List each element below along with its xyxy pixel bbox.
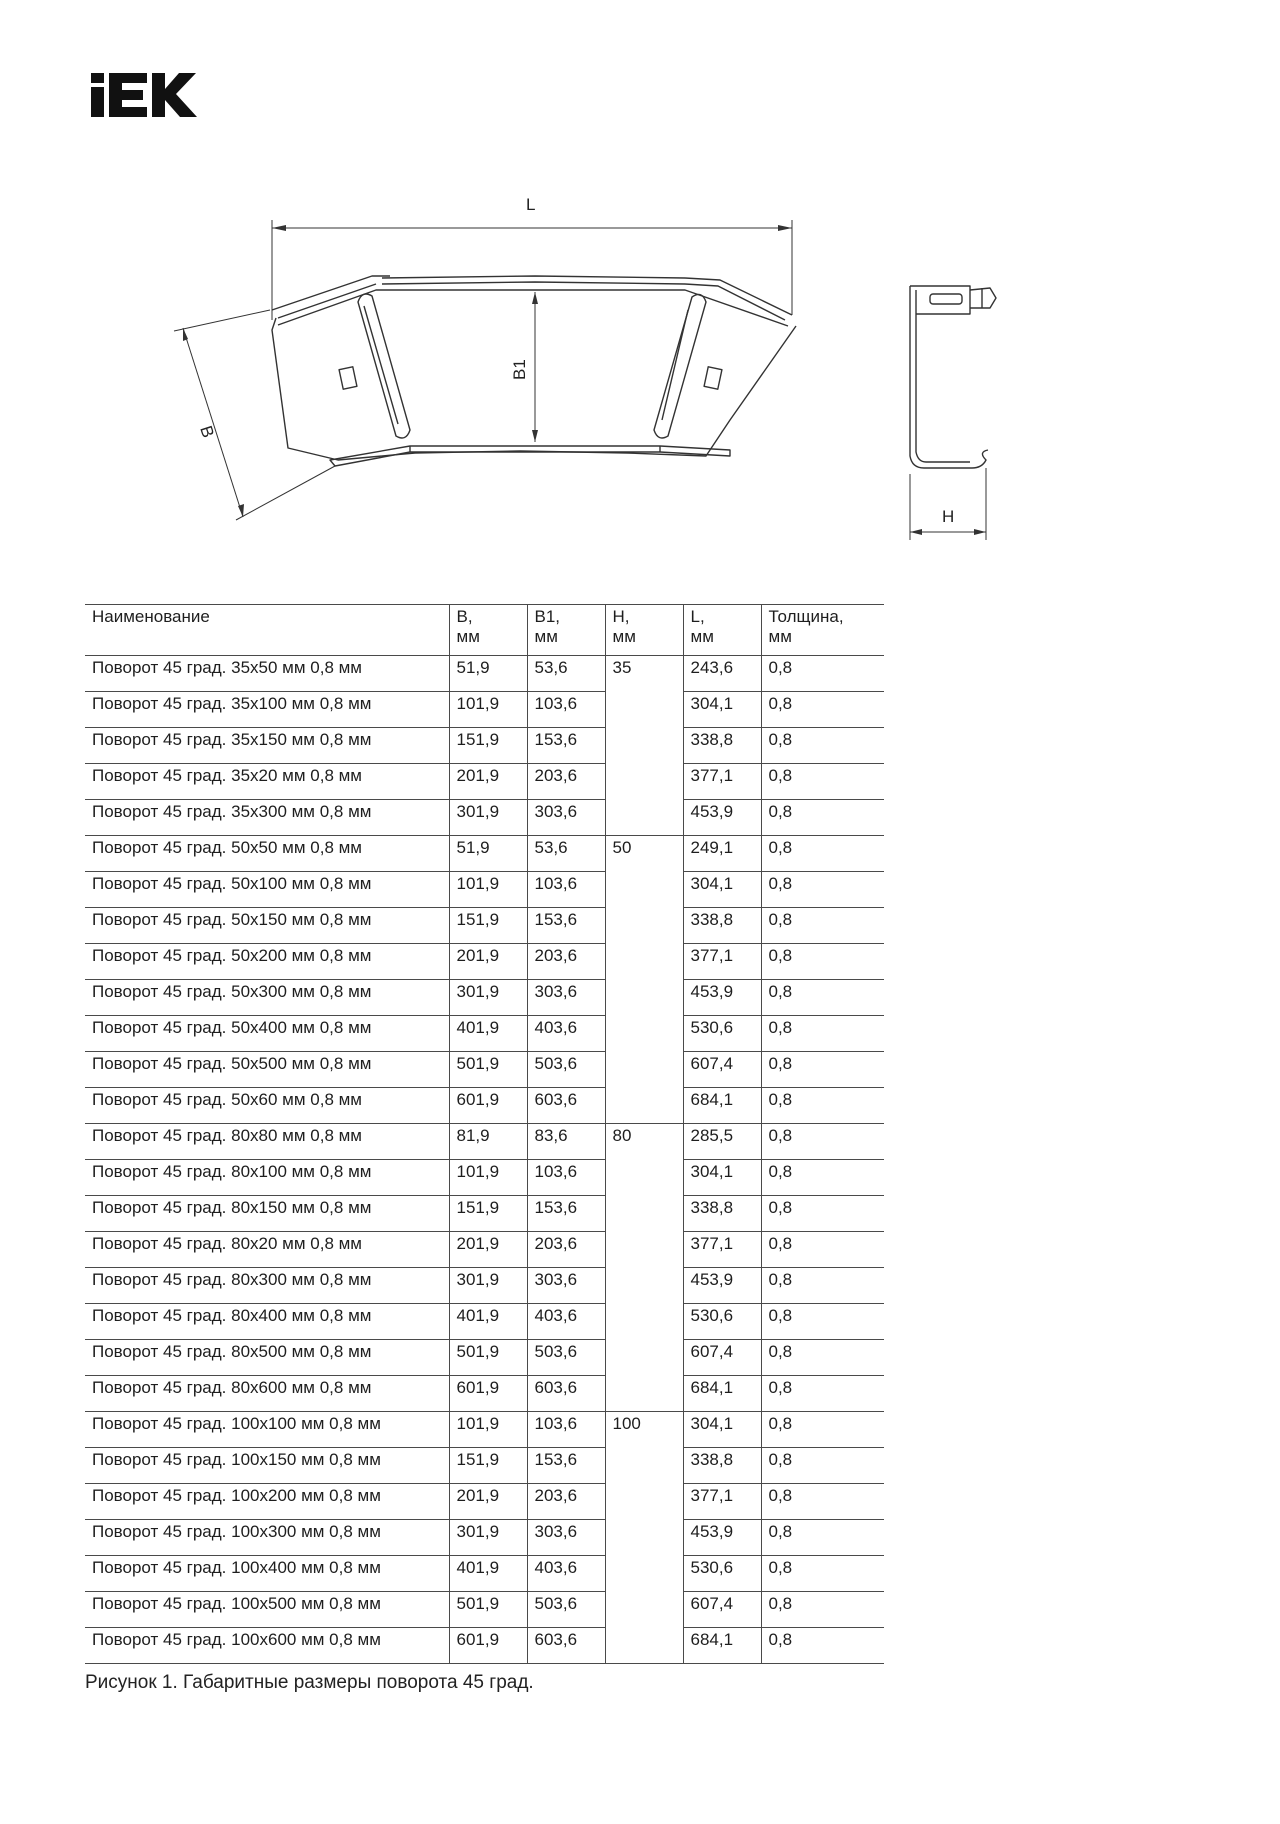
cell-l: 243,6 [683, 656, 761, 692]
cell-b1: 153,6 [527, 1196, 605, 1232]
cell-b1: 103,6 [527, 1412, 605, 1448]
cell-b: 51,9 [449, 656, 527, 692]
cell-l: 530,6 [683, 1304, 761, 1340]
cell-b1: 403,6 [527, 1016, 605, 1052]
cell-name: Поворот 45 град. 100x100 мм 0,8 мм [85, 1412, 449, 1448]
cell-l: 377,1 [683, 1484, 761, 1520]
dim-label-B1: B1 [510, 359, 529, 380]
cell-name: Поворот 45 град. 80x300 мм 0,8 мм [85, 1268, 449, 1304]
cell-name: Поворот 45 град. 100x500 мм 0,8 мм [85, 1592, 449, 1628]
iek-logo [91, 73, 197, 117]
cell-b: 101,9 [449, 1160, 527, 1196]
cell-l: 453,9 [683, 1520, 761, 1556]
header-b1: B1, мм [527, 605, 605, 656]
cell-name: Поворот 45 град. 35x20 мм 0,8 мм [85, 764, 449, 800]
cell-name: Поворот 45 град. 80x20 мм 0,8 мм [85, 1232, 449, 1268]
cell-b1: 83,6 [527, 1124, 605, 1160]
cell-b: 201,9 [449, 1484, 527, 1520]
table-row [85, 872, 884, 908]
cell-b: 401,9 [449, 1304, 527, 1340]
cell-l: 684,1 [683, 1628, 761, 1664]
table-row [85, 1052, 884, 1088]
cell-b1: 303,6 [527, 800, 605, 836]
table-row [85, 944, 884, 980]
cell-b: 201,9 [449, 764, 527, 800]
cell-l: 304,1 [683, 692, 761, 728]
cell-b1: 53,6 [527, 836, 605, 872]
cell-l: 453,9 [683, 980, 761, 1016]
cell-thickness: 0,8 [761, 980, 884, 1016]
cell-b1: 403,6 [527, 1556, 605, 1592]
cell-thickness: 0,8 [761, 728, 884, 764]
cell-name: Поворот 45 град. 50x100 мм 0,8 мм [85, 872, 449, 908]
cell-l: 530,6 [683, 1556, 761, 1592]
table-body [85, 656, 884, 1664]
cell-thickness: 0,8 [761, 1196, 884, 1232]
cell-b1: 53,6 [527, 656, 605, 692]
table-row [85, 1340, 884, 1376]
cell-l: 607,4 [683, 1340, 761, 1376]
cell-thickness: 0,8 [761, 1628, 884, 1664]
header-thickness: Толщина, мм [761, 605, 884, 656]
cell-thickness: 0,8 [761, 1556, 884, 1592]
cell-l: 377,1 [683, 764, 761, 800]
cell-b: 601,9 [449, 1628, 527, 1664]
cell-b: 201,9 [449, 1232, 527, 1268]
cell-b1: 153,6 [527, 908, 605, 944]
cell-l: 304,1 [683, 872, 761, 908]
table-row [85, 836, 884, 872]
cell-b: 151,9 [449, 1448, 527, 1484]
cell-name: Поворот 45 град. 50x400 мм 0,8 мм [85, 1016, 449, 1052]
table-header-row [85, 605, 884, 656]
cell-l: 453,9 [683, 800, 761, 836]
cell-name: Поворот 45 град. 80x80 мм 0,8 мм [85, 1124, 449, 1160]
cell-thickness: 0,8 [761, 1340, 884, 1376]
cell-b1: 153,6 [527, 1448, 605, 1484]
cell-name: Поворот 45 град. 50x60 мм 0,8 мм [85, 1088, 449, 1124]
cell-thickness: 0,8 [761, 1124, 884, 1160]
header-h: H, мм [605, 605, 683, 656]
cell-l: 304,1 [683, 1160, 761, 1196]
cell-b: 501,9 [449, 1340, 527, 1376]
cell-b: 601,9 [449, 1088, 527, 1124]
header-l: L, мм [683, 605, 761, 656]
cell-name: Поворот 45 град. 100x150 мм 0,8 мм [85, 1448, 449, 1484]
table-row [85, 1124, 884, 1160]
table-row [85, 1556, 884, 1592]
cell-l: 377,1 [683, 1232, 761, 1268]
cell-b: 401,9 [449, 1556, 527, 1592]
cell-b1: 303,6 [527, 1520, 605, 1556]
cell-b: 81,9 [449, 1124, 527, 1160]
cell-l: 607,4 [683, 1592, 761, 1628]
cell-h: 50 [605, 836, 683, 1124]
cell-thickness: 0,8 [761, 836, 884, 872]
cell-thickness: 0,8 [761, 1376, 884, 1412]
cell-name: Поворот 45 град. 100x400 мм 0,8 мм [85, 1556, 449, 1592]
table-row [85, 908, 884, 944]
cell-b: 101,9 [449, 692, 527, 728]
cell-h: 80 [605, 1124, 683, 1412]
cell-b1: 103,6 [527, 1160, 605, 1196]
header-name: Наименование [85, 605, 449, 656]
cell-name: Поворот 45 град. 80x150 мм 0,8 мм [85, 1196, 449, 1232]
cell-b: 501,9 [449, 1052, 527, 1088]
table-row [85, 1196, 884, 1232]
cell-b1: 503,6 [527, 1052, 605, 1088]
cell-l: 607,4 [683, 1052, 761, 1088]
cell-thickness: 0,8 [761, 692, 884, 728]
table-row [85, 800, 884, 836]
cell-h: 35 [605, 656, 683, 836]
cell-thickness: 0,8 [761, 1592, 884, 1628]
cell-name: Поворот 45 град. 35x100 мм 0,8 мм [85, 692, 449, 728]
cell-b1: 103,6 [527, 692, 605, 728]
cell-b: 101,9 [449, 872, 527, 908]
cell-l: 338,8 [683, 908, 761, 944]
table-row [85, 980, 884, 1016]
cell-b: 151,9 [449, 1196, 527, 1232]
cell-l: 304,1 [683, 1412, 761, 1448]
cell-l: 684,1 [683, 1376, 761, 1412]
table-row [85, 1628, 884, 1664]
cell-l: 377,1 [683, 944, 761, 980]
table-row [85, 1268, 884, 1304]
cell-b1: 503,6 [527, 1592, 605, 1628]
cell-b1: 203,6 [527, 764, 605, 800]
cell-l: 338,8 [683, 1196, 761, 1232]
table-row [85, 692, 884, 728]
table-row [85, 1088, 884, 1124]
cell-name: Поворот 45 град. 80x400 мм 0,8 мм [85, 1304, 449, 1340]
cell-b: 301,9 [449, 1520, 527, 1556]
cell-thickness: 0,8 [761, 1448, 884, 1484]
cell-name: Поворот 45 град. 50x150 мм 0,8 мм [85, 908, 449, 944]
table-row [85, 764, 884, 800]
cell-thickness: 0,8 [761, 1016, 884, 1052]
cell-thickness: 0,8 [761, 1484, 884, 1520]
table-row [85, 656, 884, 692]
cell-b1: 153,6 [527, 728, 605, 764]
dimensions-table [85, 604, 884, 1664]
cell-name: Поворот 45 град. 35x150 мм 0,8 мм [85, 728, 449, 764]
cell-name: Поворот 45 град. 35x50 мм 0,8 мм [85, 656, 449, 692]
cell-name: Поворот 45 град. 100x300 мм 0,8 мм [85, 1520, 449, 1556]
cell-name: Поворот 45 град. 50x50 мм 0,8 мм [85, 836, 449, 872]
table-row [85, 1484, 884, 1520]
cell-b1: 303,6 [527, 980, 605, 1016]
cell-thickness: 0,8 [761, 1160, 884, 1196]
cell-thickness: 0,8 [761, 1052, 884, 1088]
cell-b1: 603,6 [527, 1628, 605, 1664]
header-b: B, мм [449, 605, 527, 656]
cell-b1: 303,6 [527, 1268, 605, 1304]
cell-b: 151,9 [449, 728, 527, 764]
cell-b: 601,9 [449, 1376, 527, 1412]
cell-thickness: 0,8 [761, 872, 884, 908]
table-row [85, 1448, 884, 1484]
cell-b: 301,9 [449, 980, 527, 1016]
table-row [85, 1412, 884, 1448]
cell-l: 249,1 [683, 836, 761, 872]
cell-name: Поворот 45 град. 50x500 мм 0,8 мм [85, 1052, 449, 1088]
table-row [85, 1592, 884, 1628]
figure-caption: Рисунок 1. Габаритные размеры поворота 45 град. [85, 1672, 534, 1693]
cell-thickness: 0,8 [761, 1520, 884, 1556]
dim-label-L: L [526, 195, 536, 214]
cell-name: Поворот 45 град. 100x200 мм 0,8 мм [85, 1484, 449, 1520]
cell-b: 151,9 [449, 908, 527, 944]
cell-thickness: 0,8 [761, 1304, 884, 1340]
cell-l: 453,9 [683, 1268, 761, 1304]
cell-thickness: 0,8 [761, 1268, 884, 1304]
table-row [85, 1232, 884, 1268]
cell-l: 285,5 [683, 1124, 761, 1160]
cell-name: Поворот 45 град. 35x300 мм 0,8 мм [85, 800, 449, 836]
cell-b1: 203,6 [527, 944, 605, 980]
cell-name: Поворот 45 град. 50x200 мм 0,8 мм [85, 944, 449, 980]
cell-b: 201,9 [449, 944, 527, 980]
cell-thickness: 0,8 [761, 656, 884, 692]
cell-b1: 203,6 [527, 1232, 605, 1268]
cell-b: 101,9 [449, 1412, 527, 1448]
table-row [85, 1520, 884, 1556]
cell-thickness: 0,8 [761, 944, 884, 980]
cable-tray-45-turn-drawing [160, 180, 1040, 550]
cell-b1: 103,6 [527, 872, 605, 908]
cell-l: 338,8 [683, 1448, 761, 1484]
cell-b: 401,9 [449, 1016, 527, 1052]
dim-label-H: H [942, 507, 955, 526]
cell-name: Поворот 45 град. 80x600 мм 0,8 мм [85, 1376, 449, 1412]
cell-b1: 403,6 [527, 1304, 605, 1340]
cell-name: Поворот 45 град. 100x600 мм 0,8 мм [85, 1628, 449, 1664]
dim-label-B: B [196, 423, 218, 441]
cell-l: 530,6 [683, 1016, 761, 1052]
cell-thickness: 0,8 [761, 764, 884, 800]
cell-name: Поворот 45 град. 80x100 мм 0,8 мм [85, 1160, 449, 1196]
cell-h: 100 [605, 1412, 683, 1664]
cell-thickness: 0,8 [761, 1412, 884, 1448]
cell-l: 684,1 [683, 1088, 761, 1124]
cell-thickness: 0,8 [761, 1088, 884, 1124]
table-row [85, 1016, 884, 1052]
table-row [85, 1160, 884, 1196]
cell-b: 501,9 [449, 1592, 527, 1628]
cell-b: 51,9 [449, 836, 527, 872]
cell-b1: 603,6 [527, 1088, 605, 1124]
cell-b1: 203,6 [527, 1484, 605, 1520]
cell-name: Поворот 45 град. 50x300 мм 0,8 мм [85, 980, 449, 1016]
cell-b1: 503,6 [527, 1340, 605, 1376]
cell-b: 301,9 [449, 800, 527, 836]
table-row [85, 1376, 884, 1412]
cell-thickness: 0,8 [761, 908, 884, 944]
cell-thickness: 0,8 [761, 1232, 884, 1268]
table-row [85, 728, 884, 764]
table-row [85, 1304, 884, 1340]
cell-name: Поворот 45 град. 80x500 мм 0,8 мм [85, 1340, 449, 1376]
cell-l: 338,8 [683, 728, 761, 764]
cell-thickness: 0,8 [761, 800, 884, 836]
cell-b: 301,9 [449, 1268, 527, 1304]
cell-b1: 603,6 [527, 1376, 605, 1412]
